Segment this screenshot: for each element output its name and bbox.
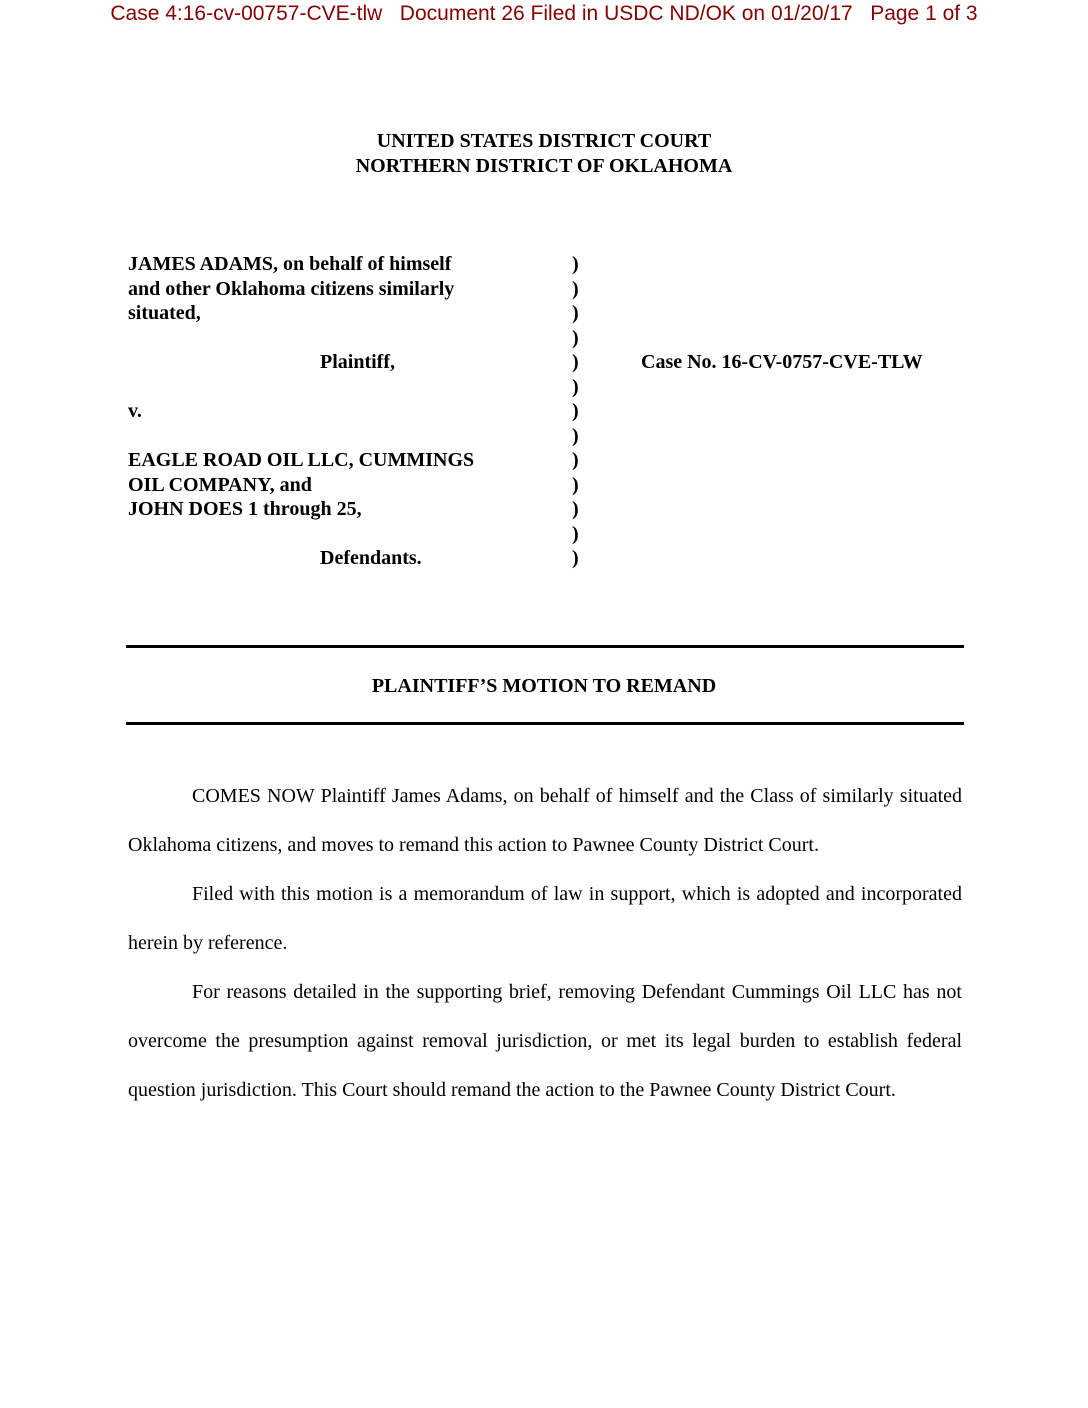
defendant-role: Defendants. bbox=[320, 547, 422, 569]
caption-paren: ) bbox=[572, 424, 579, 447]
case-number: Case No. 16-CV-0757-CVE-TLW bbox=[641, 351, 923, 373]
plaintiff-role: Plaintiff, bbox=[320, 351, 395, 373]
caption-paren: ) bbox=[572, 253, 579, 275]
caption-paren: ) bbox=[572, 547, 579, 569]
caption-paren: ) bbox=[572, 400, 579, 422]
motion-body bbox=[128, 772, 962, 1115]
caption-paren: ) bbox=[572, 473, 579, 496]
caption-paren: ) bbox=[572, 351, 579, 373]
court-district: NORTHERN DISTRICT OF OKLAHOMA bbox=[355, 155, 733, 177]
body-paragraph: For reasons detailed in the supporting brief, removing Defendant Cummings Oil LLC has not overcome the presumption against removal jurisdiction, or met its legal burden to establish federal question jurisdiction. This Court should remand the action to the Pawnee County District Court. bbox=[128, 981, 962, 1101]
defendant-name-line-3: JOHN DOES 1 through 25, bbox=[128, 498, 362, 520]
caption-paren: ) bbox=[572, 498, 579, 520]
caption-paren: ) bbox=[572, 277, 579, 300]
caption-bracket-column bbox=[572, 252, 579, 571]
title-rule-top bbox=[126, 645, 964, 648]
caption-paren: ) bbox=[572, 326, 579, 349]
body-paragraph: Filed with this motion is a memorandum of law in support, which is adopted and incorporated herein by reference. bbox=[128, 883, 962, 954]
motion-title: PLAINTIFF’S MOTION TO REMAND bbox=[371, 675, 717, 697]
caption-paren: ) bbox=[572, 302, 579, 324]
filing-header-stamp: Case 4:16-cv-00757-CVE-tlw Document 26 Filed in USDC ND/OK on 01/20/17 Page 1 of 3 bbox=[110, 2, 978, 25]
plaintiff-name-line-2: and other Oklahoma citizens similarly bbox=[128, 278, 455, 300]
case-caption bbox=[128, 252, 968, 582]
title-rule-bottom bbox=[126, 722, 964, 725]
caption-paren: ) bbox=[572, 375, 579, 398]
defendant-name-line-1: EAGLE ROAD OIL LLC, CUMMINGS bbox=[128, 449, 475, 471]
plaintiff-name-line-1: JAMES ADAMS, on behalf of himself bbox=[128, 253, 452, 275]
caption-paren: ) bbox=[572, 522, 579, 545]
court-name: UNITED STATES DISTRICT COURT bbox=[376, 130, 712, 152]
defendant-name-line-2: OIL COMPANY, and bbox=[128, 474, 312, 496]
plaintiff-name-line-3: situated, bbox=[128, 302, 201, 324]
caption-paren: ) bbox=[572, 449, 579, 471]
versus-label: v. bbox=[128, 400, 142, 422]
body-paragraph: COMES NOW Plaintiff James Adams, on behalf of himself and the Class of similarly situated Oklahoma citizens, and moves to remand this action to Pawnee County District Court. bbox=[128, 785, 962, 856]
